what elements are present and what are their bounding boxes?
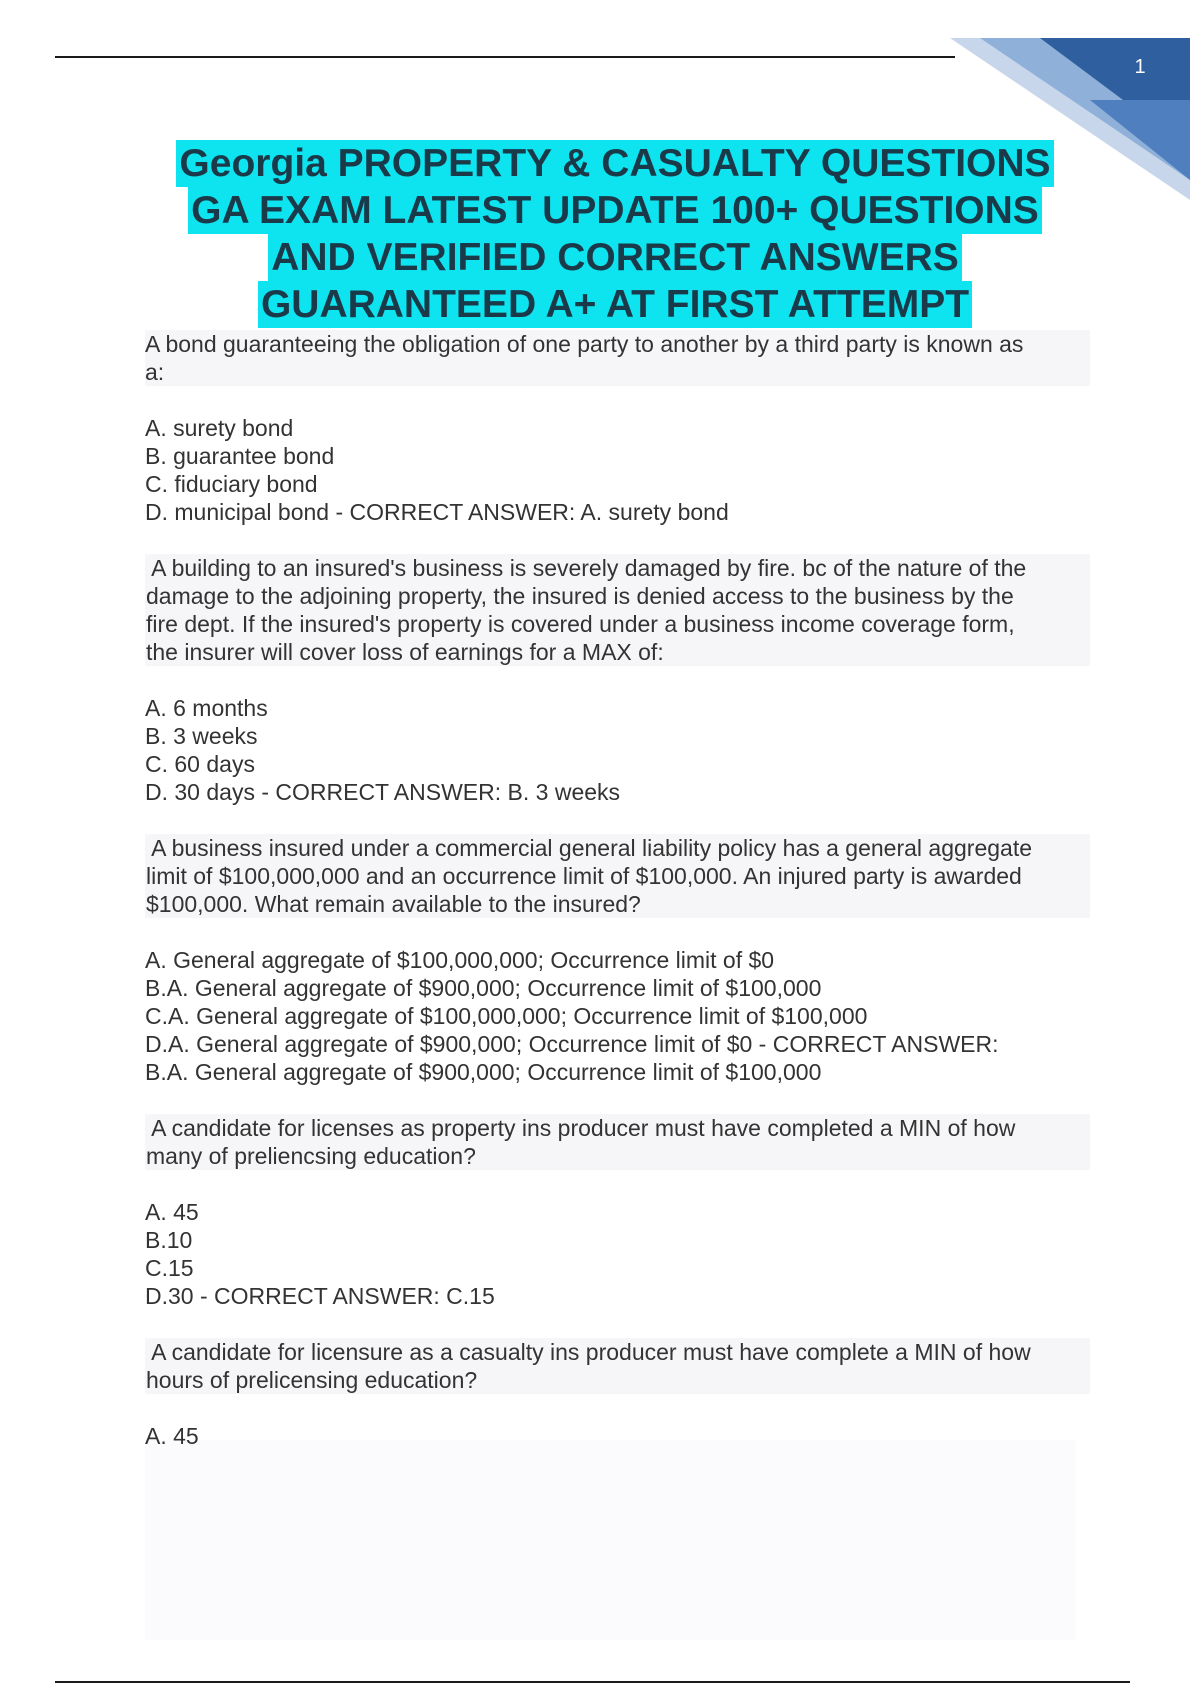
question-stem-line: $100,000. What remain available to the insured? [146,891,641,917]
answer-option: B. guarantee bond [145,443,335,469]
answer-option: A. 45 [145,1423,199,1449]
question-stem-line: A candidate for licenses as property ins producer must have completed a MIN of how [146,1115,1016,1141]
question-stem-line: A bond guaranteeing the obligation of one party to another by a third party is known as [145,331,1024,357]
page-number: 1 [1134,56,1146,78]
question-stem-line: A candidate for licensure as a casualty ins producer must have complete a MIN of how [146,1339,1031,1365]
question-stem-line: a: [145,359,165,385]
answer-option: A. 45 [145,1199,199,1225]
title-line-2: GA EXAM LATEST UPDATE 100+ QUESTIONS [188,187,1042,234]
question-stem-line: many of preliencsing education? [146,1143,476,1169]
document-title [100,140,1130,328]
answer-option: A. General aggregate of $100,000,000; Occurrence limit of $0 [145,947,775,973]
title-line-1: Georgia PROPERTY & CASUALTY QUESTIONS [176,140,1053,187]
answer-option: A. surety bond [145,415,294,441]
answer-option: A. 6 months [145,695,268,721]
question-block [145,1114,1090,1310]
answer-option: C. fiduciary bond [145,471,318,497]
answer-option-with-correct-answer: D. 30 days - CORRECT ANSWER: B. 3 weeks [145,779,621,805]
answer-option-with-correct-answer: D.A. General aggregate of $900,000; Occurrence limit of $0 - CORRECT ANSWER: [145,1031,999,1057]
question-stem [145,1114,1090,1170]
correct-answer-continuation: B.A. General aggregate of $900,000; Occurrence limit of $100,000 [145,1059,822,1085]
answer-option: C.A. General aggregate of $100,000,000; Occurrence limit of $100,000 [145,1003,868,1029]
question-stem-line: the insurer will cover loss of earnings for a MAX of: [146,639,664,665]
answer-option-with-correct-answer: D. municipal bond - CORRECT ANSWER: A. surety bond [145,499,729,525]
footer-rule [55,1681,1130,1683]
answer-option: B.A. General aggregate of $900,000; Occurrence limit of $100,000 [145,975,822,1001]
header-rule [55,56,955,58]
question-block [145,834,1090,1086]
title-line-3: AND VERIFIED CORRECT ANSWERS [268,234,962,281]
question-stem [145,834,1090,918]
question-stem [145,554,1090,666]
answer-option: C.15 [145,1255,194,1281]
question-stem [145,1338,1090,1394]
question-block [145,330,1090,526]
question-list [145,330,1090,1450]
answer-option: C. 60 days [145,751,255,777]
question-stem-line: damage to the adjoining property, the insured is denied access to the business by the [146,583,1014,609]
page-tail-background [145,1440,1075,1640]
question-stem-line: fire dept. If the insured's property is covered under a business income coverage form, [146,611,1015,637]
answer-option: B.10 [145,1227,193,1253]
question-block [145,554,1090,806]
answer-option-with-correct-answer: D.30 - CORRECT ANSWER: C.15 [145,1283,495,1309]
question-block [145,1338,1090,1450]
question-stem-line: hours of prelicensing education? [146,1367,478,1393]
question-stem-line: limit of $100,000,000 and an occurrence limit of $100,000. An injured party is awarded [146,863,1022,889]
question-stem-line: A building to an insured's business is severely damaged by fire. bc of the nature of the [146,555,1027,581]
question-stem [145,330,1090,386]
title-line-4: GUARANTEED A+ AT FIRST ATTEMPT [258,281,972,328]
answer-option: B. 3 weeks [145,723,258,749]
question-stem-line: A business insured under a commercial general liability policy has a general aggregate [146,835,1033,861]
